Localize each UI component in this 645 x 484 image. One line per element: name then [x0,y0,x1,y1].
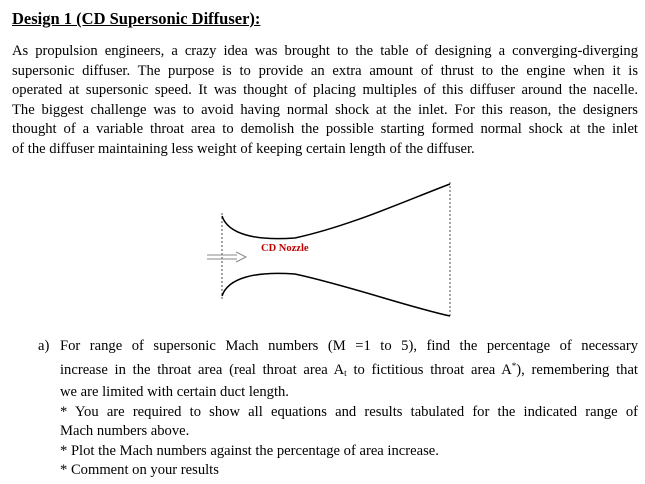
nozzle-lower-wall [222,273,450,316]
question-line: For range of supersonic Mach numbers (M =1 to 5), find the percentage of necessary [60,338,638,354]
question-line: * Comment on your results [60,462,219,478]
nozzle-upper-wall [222,184,450,239]
intro-line: supersonic diffuser. The purpose is to provide an extra amount of thrust to the engine when it is [12,62,638,79]
intro-line: The biggest challenge was to avoid having normal shock at the inlet. For this reason, the designers [12,101,638,118]
right-arrow-icon [207,252,246,262]
nozzle-label: CD Nozzle [261,243,309,254]
question-line: * You are required to show all equations and results tabulated for the indicated range of [60,403,638,420]
cd-nozzle-figure [200,176,460,318]
question-marker: a) [38,338,50,354]
question-text: ), remembering that [516,361,638,378]
question-body [60,337,638,481]
cd-nozzle-diagram [200,176,460,318]
throat-subscript: t [344,367,347,378]
intro-line: operated at supersonic speed. It was thought of placing multiples of this diffuser around the nacelle. [12,82,638,98]
question-line: * Plot the Mach numbers against the percentage of area increase. [60,442,439,459]
intro-line: thought of a variable throat area to demolish the possible starting formed normal shock at the inlet [12,121,638,137]
star-superscript: * [511,360,517,371]
question-line: we are limited with certain duct length. [60,384,289,400]
intro-paragraph [12,42,638,159]
question-line [60,357,638,384]
question-text: increase in the throat area (real throat area A [60,361,345,378]
intro-line: of the diffuser maintaining less weight of keeping certain length of the diffuser. [12,140,475,157]
intro-line: As propulsion engineers, a crazy idea was brought to the table of designing a converging-diverging [12,43,638,59]
page-title: Design 1 (CD Supersonic Diffuser): [12,9,261,28]
question-line: Mach numbers above. [60,423,190,439]
question-text: to fictitious throat area A [346,361,512,378]
